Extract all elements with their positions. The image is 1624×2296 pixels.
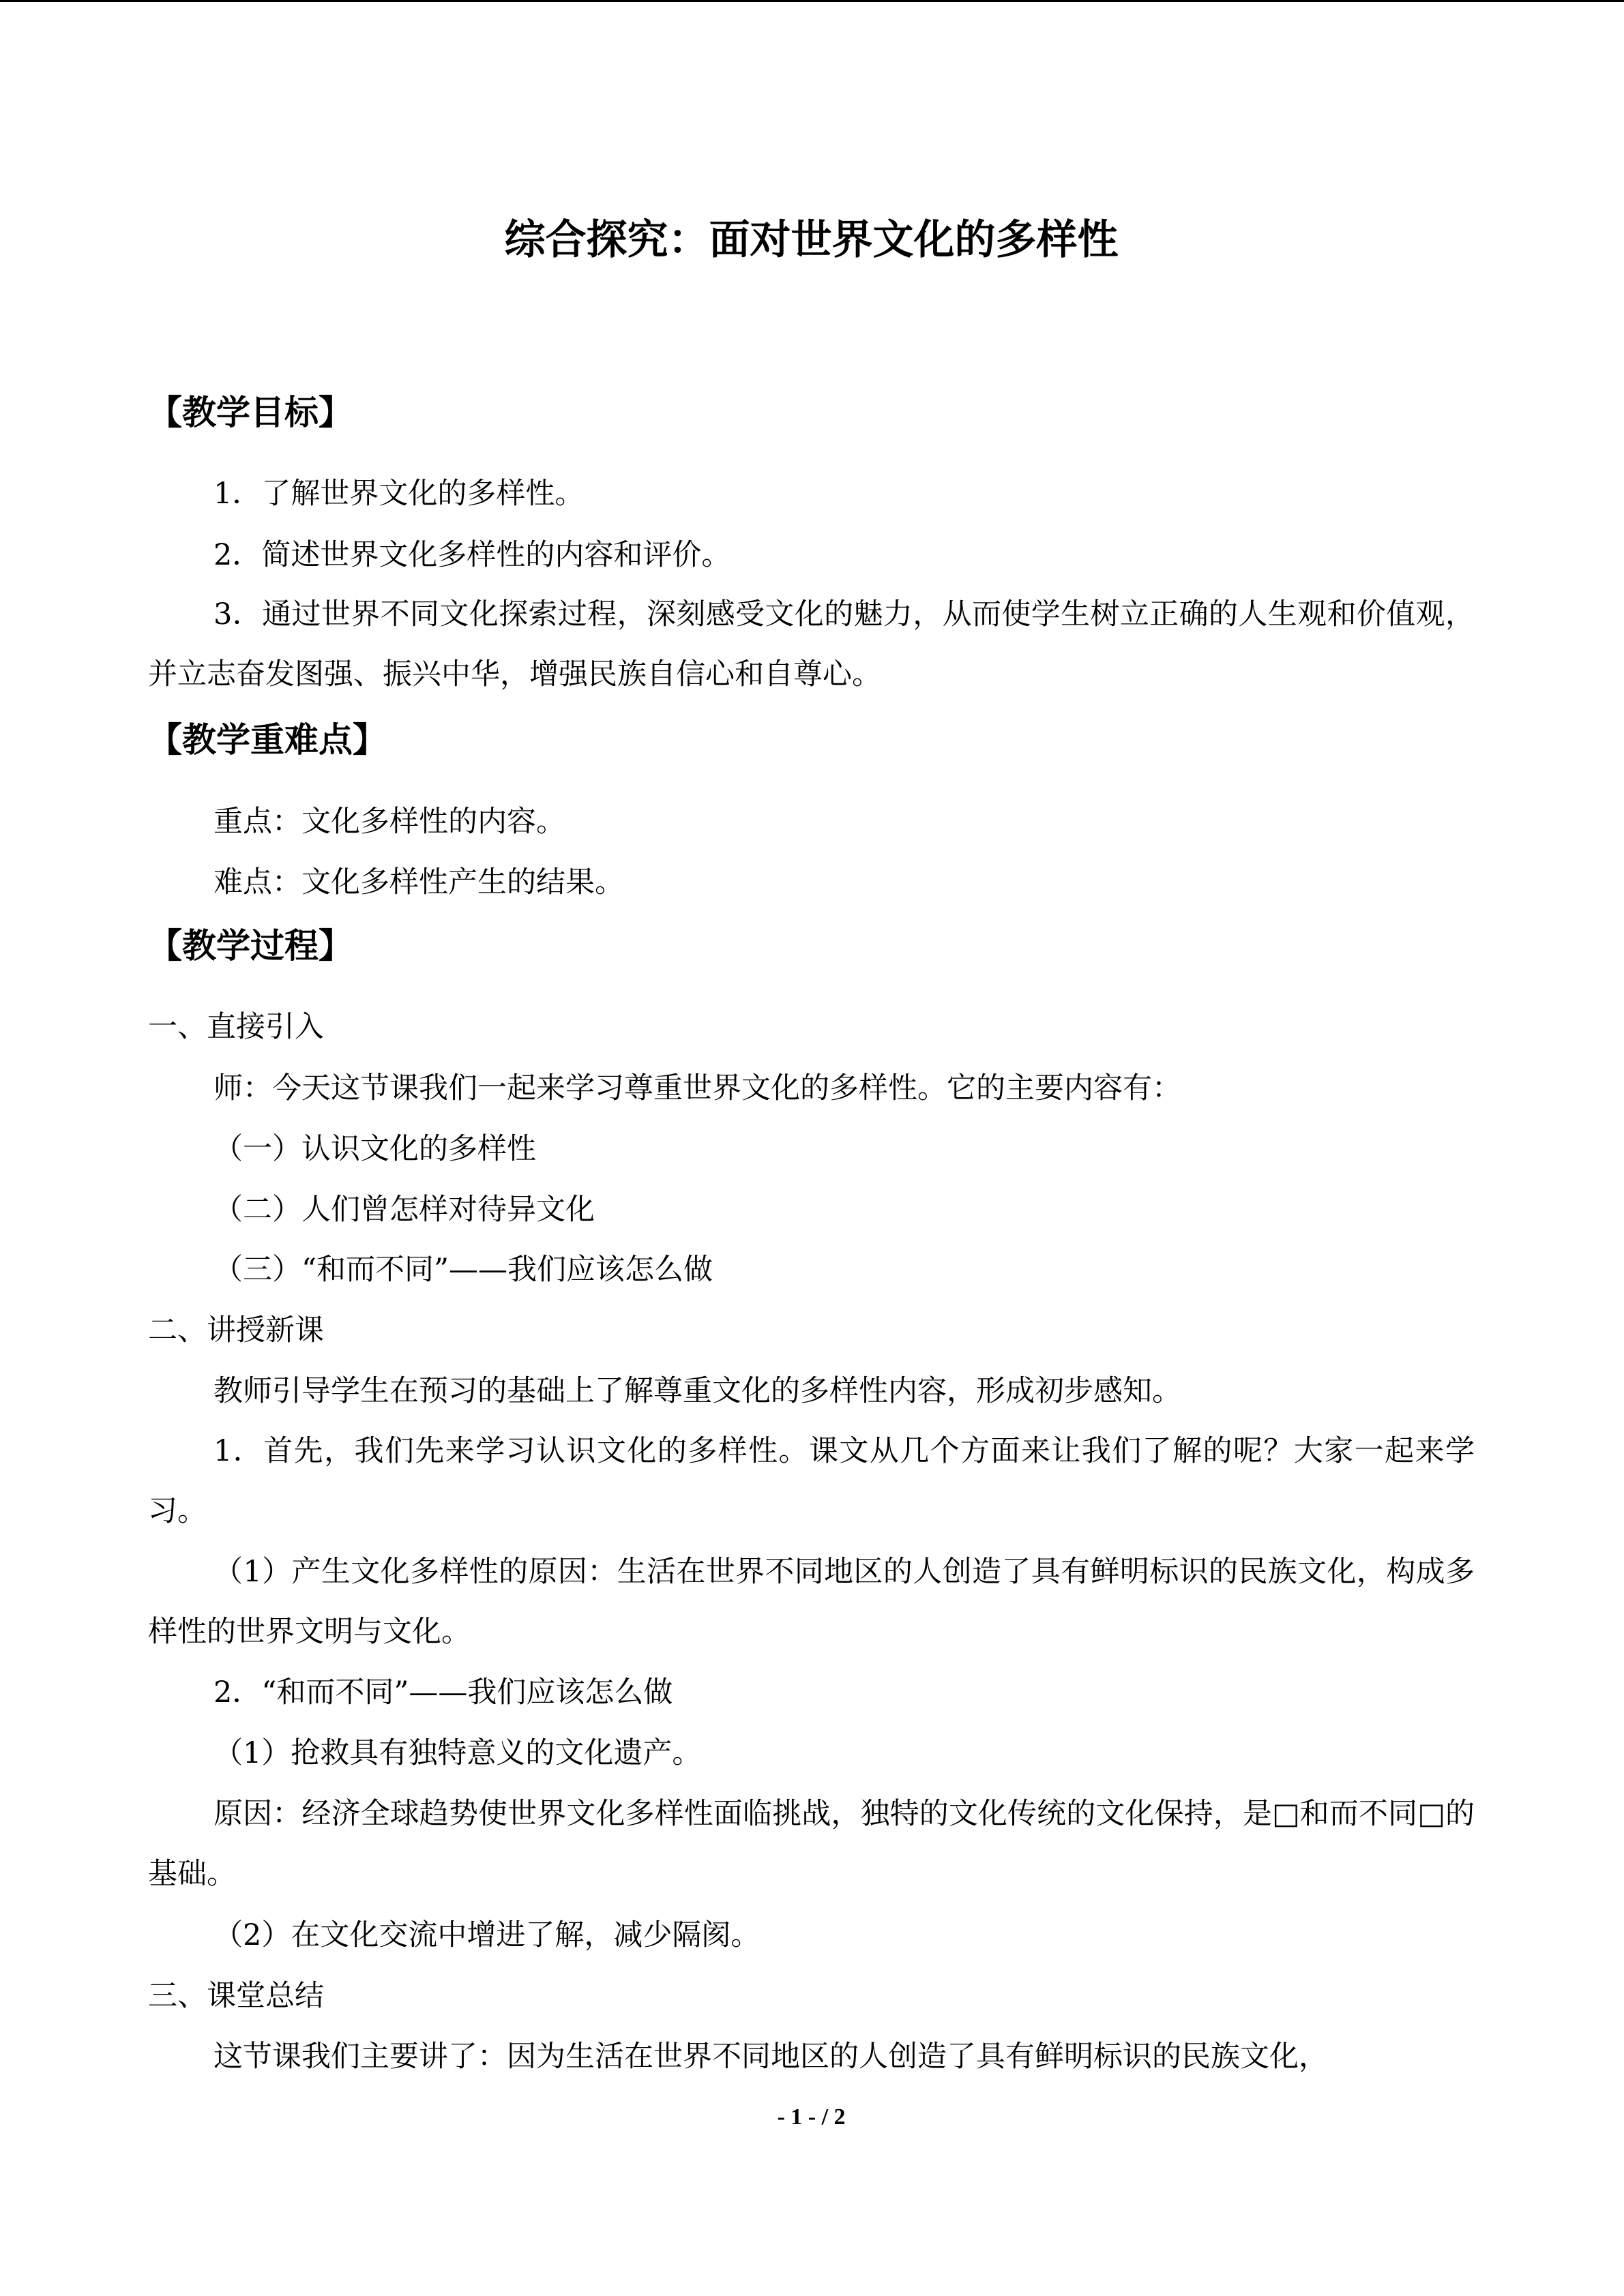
part-heading-new-lesson: 二、讲授新课 <box>148 1313 324 1347</box>
objective-item-3: 3．通过世界不同文化探索过程，深刻感受文化的魅力，从而使学生树立正确的人生观和价值观，并立志奋发图强、振兴中华，增强民族自信心和自尊心。 <box>148 597 1475 691</box>
summary-text: 这节课我们主要讲了：因为生活在世界不同地区的人创造了具有鲜明标识的民族文化， <box>213 2040 1328 2074</box>
lesson-guide-text: 教师引导学生在预习的基础上了解尊重文化的多样性内容，形成初步感知。 <box>213 1374 1181 1408</box>
intro-text: 师：今天这节课我们一起来学习尊重世界文化的多样性。它的主要内容有： <box>213 1071 1181 1105</box>
section-heading-key-points: 【教学重难点】 <box>148 720 387 760</box>
document-title: 综合探究：面对世界文化的多样性 <box>504 216 1119 264</box>
section-heading-objectives: 【教学目标】 <box>148 393 353 432</box>
lesson-point-1-sub-1: （1）产生文化多样性的原因：生活在世界不同地区的人创造了具有鲜明标识的民族文化，构成多样性的世界文明与文化。 <box>148 1555 1475 1649</box>
intro-item-3: （三）“和而不同”——我们应该怎么做 <box>213 1253 713 1287</box>
top-border-rule <box>0 0 1624 2</box>
objective-item-2: 2．简述世界文化多样性的内容和评价。 <box>213 538 731 572</box>
section-heading-process: 【教学过程】 <box>148 926 353 966</box>
page-number: - 1 - / 2 <box>777 2104 846 2130</box>
part-heading-summary: 三、课堂总结 <box>148 1979 324 2013</box>
intro-item-2: （二）人们曾怎样对待异文化 <box>213 1193 595 1227</box>
part-heading-intro: 一、直接引入 <box>148 1010 324 1044</box>
lesson-point-2-sub-1: （1）抢救具有独特意义的文化遗产。 <box>213 1736 702 1770</box>
lesson-point-2-sub-2: （2）在文化交流中增进了解，减少隔阂。 <box>213 1918 761 1952</box>
objective-item-1: 1．了解世界文化的多样性。 <box>213 477 585 511</box>
key-point-difficulty: 难点：文化多样性产生的结果。 <box>213 865 624 899</box>
lesson-point-1: 1．首先，我们先来学习认识文化的多样性。课文从几个方面来让我们了解的呢？大家一起来学习。 <box>148 1434 1475 1528</box>
lesson-point-2: 2．“和而不同”——我们应该怎么做 <box>213 1675 673 1710</box>
intro-item-1: （一）认识文化的多样性 <box>213 1132 536 1166</box>
lesson-reason-text: 原因：经济全球趋势使世界文化多样性面临挑战，独特的文化传统的文化保持，是□和而不同□的基础。 <box>148 1797 1475 1891</box>
key-point-focus: 重点：文化多样性的内容。 <box>213 805 565 839</box>
